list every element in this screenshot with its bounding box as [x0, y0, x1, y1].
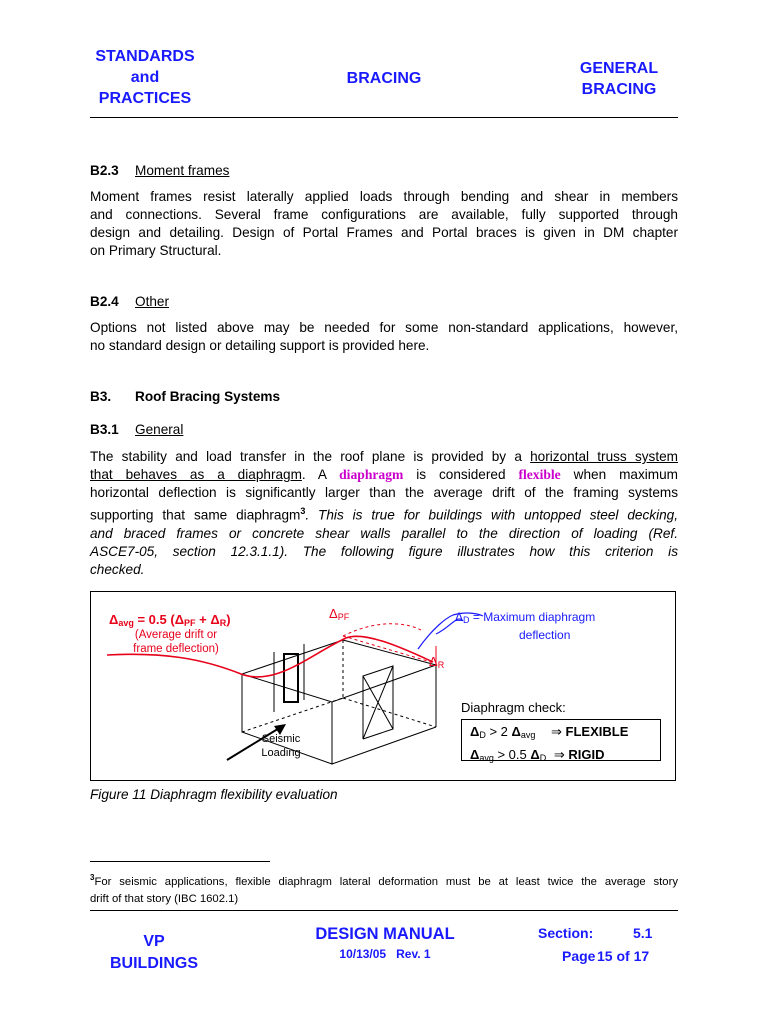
footnote-rule [90, 861, 270, 862]
footer-left-line: VP [143, 933, 165, 950]
header-right-line: GENERAL [579, 60, 659, 77]
section-title: General [135, 422, 184, 437]
delta-pf-label [329, 606, 349, 622]
implies-arrow: ⇒ [551, 724, 562, 739]
section-title: Roof Bracing Systems [135, 389, 281, 404]
text: = 0.5 ( [133, 612, 175, 627]
desc-line: frame deflection) [133, 643, 219, 655]
delta-symbol: Δ [210, 612, 220, 627]
header-left-line: STANDARDS [95, 48, 195, 65]
check-rigid-row [470, 745, 660, 768]
text: The stability and load transfer in the roof plane is provided by a [90, 449, 531, 464]
seismic-loading-label [253, 732, 309, 760]
footer-left [94, 931, 214, 975]
text: . A [301, 467, 340, 482]
term-flexible: flexible [518, 467, 561, 482]
subscript: D [479, 730, 486, 740]
para-line: design and detailing. Design of Portal Frames and Portal braces is given in DM chapter [90, 225, 678, 240]
subscript: PF [337, 612, 350, 622]
label-line: Seismic [261, 733, 301, 745]
footnote-number: 3 [90, 873, 95, 882]
check-title: Diaphragm check: [461, 700, 566, 715]
text: is considered [403, 467, 519, 482]
delta-symbol: Δ [174, 612, 185, 627]
text: when maximum [560, 467, 678, 482]
delta-avg-description [121, 628, 231, 656]
section-heading-b24 [90, 294, 169, 309]
footer-left-line: BUILDINGS [110, 955, 198, 972]
section-number: B3. [90, 389, 112, 404]
delta-r-label [429, 654, 444, 670]
delta-symbol: Δ [455, 610, 464, 624]
footnote [90, 869, 678, 908]
result-rigid: RIGID [568, 747, 605, 762]
footer-rule [90, 910, 678, 911]
result-flexible: FLEXIBLE [565, 724, 629, 739]
para-line: on Primary Structural. [90, 243, 222, 258]
para-line: and braced frames or concrete shear walls parallel to the direction of loading (Ref. [90, 525, 678, 541]
text: > 0.5 [493, 747, 531, 762]
para-line: horizontal deflection is significantly larger than the average drift of the framing systems [90, 485, 678, 500]
text: ) [226, 612, 231, 627]
term-diaphragm: diaphragm [339, 467, 404, 482]
footer-page-label: Page [562, 948, 596, 964]
para-line: Moment frames resist laterally applied loads through bending and shear in members [90, 189, 678, 204]
delta-symbol: Δ [511, 724, 521, 739]
footnote-line: drift of that story (IBC 1602.1) [90, 892, 239, 905]
figure-caption: Figure 11 Diaphragm flexibility evaluation [90, 787, 338, 802]
delta-symbol: Δ [329, 606, 338, 621]
subscript: PF [184, 618, 196, 628]
label-line: Loading [261, 747, 301, 759]
delta-symbol: Δ [429, 654, 438, 669]
subscript: D [539, 753, 547, 763]
para-line [90, 466, 678, 484]
text: + [195, 612, 211, 627]
para-line: no standard design or detailing support is provided here. [90, 338, 430, 353]
paragraph-other [90, 319, 678, 355]
text: supporting that same diaphragm [90, 507, 301, 523]
delta-symbol: Δ [530, 747, 540, 762]
header-rule [90, 117, 678, 118]
para-line: and connections. Several frame configurations are available, fully supported through [90, 207, 678, 222]
link-horizontal-truss[interactable]: horizontal truss system [530, 449, 678, 464]
section-title: Other [135, 294, 169, 309]
para-line: ASCE7-05, section 12.3.1.1). The following figure illustrates how this criterion is [90, 543, 678, 559]
link-diaphragm-behavior[interactable]: that behaves as a diaphragm [90, 467, 302, 482]
text: = Maximum diaphragm [469, 610, 596, 624]
text: > 2 [485, 724, 512, 739]
header-right [554, 58, 684, 100]
footer-section-label: Section: [538, 925, 594, 941]
subscript: avg [520, 730, 536, 740]
delta-symbol: Δ [470, 747, 480, 762]
subscript: avg [118, 618, 134, 628]
para-line: Options not listed above may be needed for some non-standard applications, however, [90, 320, 678, 335]
section-number: B3.1 [90, 422, 119, 437]
footnote-ref[interactable]: 3 [300, 506, 306, 516]
delta-symbol: Δ [470, 724, 480, 739]
section-title: Moment frames [135, 163, 230, 178]
date: 10/13/05 [339, 947, 387, 961]
check-box [461, 719, 661, 761]
header-left [80, 46, 210, 109]
delta-d-label [455, 610, 595, 643]
footer-center-title: DESIGN MANUAL [315, 925, 455, 943]
check-flexible-row [470, 722, 660, 745]
section-heading-b31 [90, 422, 183, 437]
figure-diaphragm [90, 591, 676, 781]
para-line [90, 502, 678, 525]
text: . This is true for buildings with untopped steel decking, [305, 507, 678, 523]
section-number: B2.4 [90, 294, 119, 309]
subscript: avg [479, 753, 494, 763]
para-line [90, 448, 678, 466]
footnote-line [90, 869, 678, 891]
footer-page-value: 15 of 17 [597, 948, 650, 964]
para-line: checked. [90, 561, 145, 577]
section-number: B2.3 [90, 163, 119, 178]
header-left-line: PRACTICES [98, 90, 192, 107]
footer-section-value: 5.1 [633, 925, 653, 941]
paragraph-general [90, 448, 678, 579]
desc-line: (Average drift or [134, 629, 218, 641]
footer-center-date [290, 947, 480, 961]
subscript: D [463, 615, 470, 625]
subscript: R [437, 660, 445, 670]
revision: Rev. 1 [396, 947, 431, 961]
delta-symbol: Δ [109, 612, 119, 627]
section-heading-b23 [90, 163, 229, 178]
header-right-line: BRACING [581, 81, 657, 98]
header-left-line: and [130, 69, 160, 86]
subscript: R [219, 618, 227, 628]
section-heading-b3 [90, 389, 280, 404]
implies-arrow: ⇒ [553, 747, 565, 762]
text: deflection [519, 628, 571, 642]
paragraph-moment-frames [90, 188, 678, 260]
header-center: BRACING [346, 70, 422, 87]
text: For seismic applications, flexible diaphragm lateral deformation must be at least twice the average story [94, 875, 678, 888]
